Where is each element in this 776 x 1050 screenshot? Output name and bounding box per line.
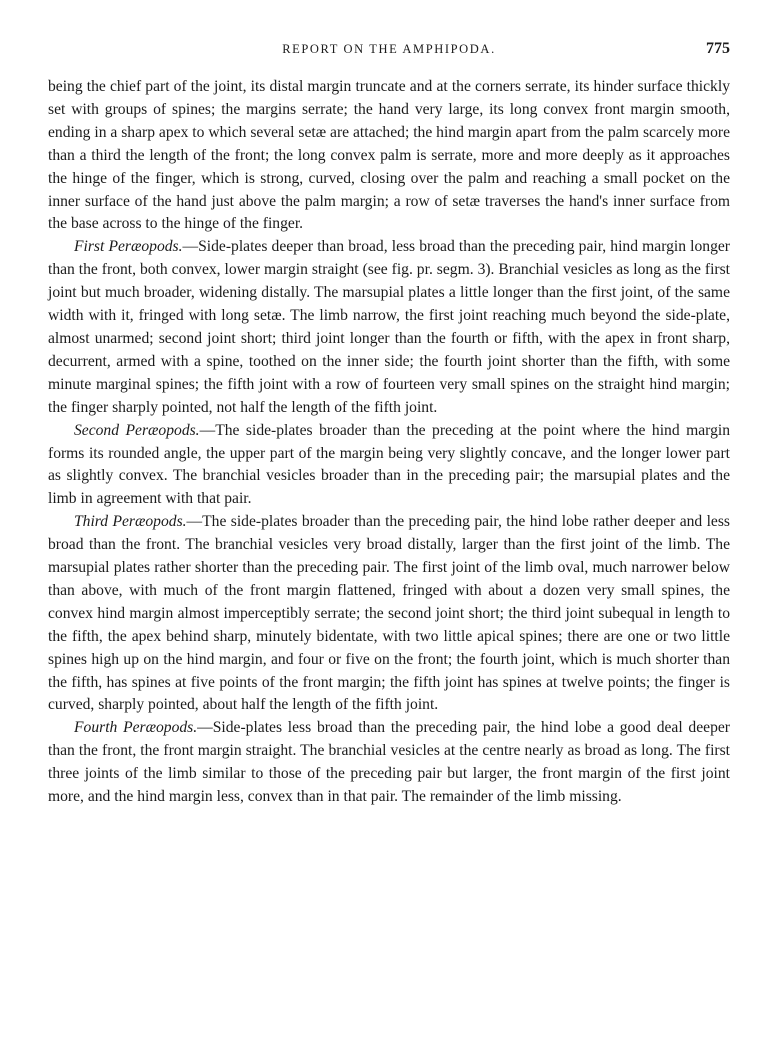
paragraph-third-peraeopods: [48, 511, 730, 717]
section-heading: Third Peræopods.: [74, 513, 187, 531]
paragraph-text: —Side-plates deeper than broad, less broad than the preceding pair, hind margin longer than the front, both convex, lower margin straight (see fig. pr. segm. 3). Branchial vesicles as long as the first joint but much broader, widening distally. The marsupial plates a little longer than the first joint, of the same width with it, fringed with long setæ. The limb narrow, the first joint reaching much beyond the side-plate, almost unarmed; second joint short; third joint longer than the fourth or fifth, with the apex in front sharp, decurrent, armed with a spine, toothed on the inner side; the fourth joint shorter than the fifth, with some minute marginal spines; the fifth joint with a row of fourteen very small spines on the straight hind margin; the finger sharply pointed, not half the length of the fifth joint.: [48, 238, 731, 416]
paragraph-text: being the chief part of the joint, its distal margin truncate and at the corners serrate, its hinder surface thickly set with groups of spines; the margins serrate; the hand very large, its long convex front margin smooth, ending in a sharp apex to which several setæ are attached; the hind margin apart from the palm scarcely more than a third the length of the front; the long convex palm is serrate, more and more deeply as it approaches the hinge of the finger, which is strong, curved, closing over the palm and reaching a small pocket on the inner surface of the hand just above the palm margin; a row of setæ traverses the hand's inner surface from the base across to the hinge of the finger.: [48, 78, 730, 233]
running-title: REPORT ON THE AMPHIPODA.: [282, 42, 496, 56]
paragraph-text: —The side-plates broader than the preceding pair, the hind lobe rather deeper and less broad than the front. The branchial vesicles very broad distally, larger than the first joint of the limb. The marsupial plates rather shorter than the preceding pair. The first joint of the limb oval, much narrower below than above, with much of the front margin flattened, fringed with about a dozen very small spines, the convex hind margin almost imperceptibly serrate; the second joint short; the third joint subequal in length to the fifth, the apex behind sharp, minutely bidentate, with two little apical spines; there are one or two little spines high up on the hind margin, and four or five on the front; the fourth joint, which is much shorter than the fifth, has spines at five points of the front margin; the fifth joint has spines at twelve points; the finger is curved, sharply pointed, about half the length of the fifth joint.: [48, 513, 730, 714]
page-number: 775: [706, 40, 730, 57]
paragraph-continuation: [48, 76, 730, 236]
paragraph-fourth-peraeopods: [48, 717, 730, 809]
running-header: [48, 38, 730, 66]
paragraph-first-peraeopods: [48, 236, 730, 419]
body-text: [48, 76, 730, 809]
paragraph-text: —The side-plates broader than the preceding at the point where the hind margin forms its rounded angle, the upper part of the margin being very slightly concave, and the longer lower part as slightly convex. The branchial vesicles broader than in the preceding pair; the marsupial plates and the limb in agreement with that pair.: [48, 421, 730, 508]
section-heading: Fourth Peræopods.: [74, 719, 198, 737]
section-heading: First Peræopods.: [74, 238, 183, 256]
paragraph-text: —Side-plates less broad than the preceding pair, the hind lobe a good deal deeper than the front, the front margin straight. The branchial vesicles at the centre nearly as broad as long. The first three joints of the limb similar to those of the preceding pair but larger, the front margin of the first joint more, and the hind margin less, convex than in that pair. The remainder of the limb missing.: [48, 719, 730, 806]
paragraph-second-peraeopods: [48, 420, 730, 512]
section-heading: Second Peræopods.: [74, 421, 200, 439]
